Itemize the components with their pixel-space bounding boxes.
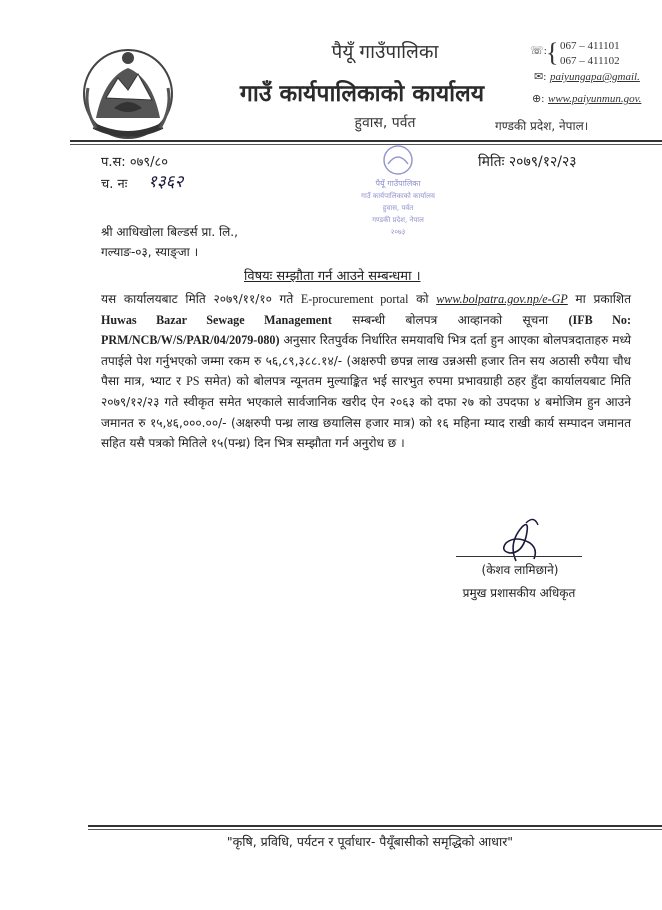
globe-icon: ⊕: [532,93,545,105]
signature-mark [486,513,556,565]
office-location: हुवास, पर्वत [354,115,416,131]
body-link[interactable]: www.bolpatra.gov.np/e-GP [436,292,568,306]
province-label: गण्डकी प्रदेश, नेपाल। [495,119,589,133]
letter-number: प.स: ०७९/८० [101,155,168,170]
brace-glyph: { [546,38,559,67]
nepal-emblem-icon [74,38,182,146]
project-name: Huwas Bazar Sewage Management [101,312,332,327]
footer-divider [88,825,662,827]
body-text: सम्बन्धी बोलपत्र आव्हानको सूचना [331,312,569,327]
email-address: paiyungapa@gmail. [550,71,640,83]
body-text: अनुसार रितपुर्वक निर्धारित समयावधि भित्र दर्ता हुन आएका बोलपत्रदाताहरु मध्ये तपाईले पेश गर्नुभएको जम्मा रकम रु ५६,८९,३८८.१४/- (अक्षरुपी छपन्न लाख उन्नअसी हजार तिन सय अठासी रुपैया चौध पैसा मात्र, भ्याट र [101,333,631,389]
body-portal: E-procurement portal [300,292,409,306]
municipality-name: पैयूँ गाउँपालिका [331,41,439,63]
footer-motto: "कृषि, प्रविधि, पर्यटन र पूर्वाधार- पैयूँबासीको समृद्धिको आधार" [226,834,514,849]
body-text: को [408,292,437,306]
body-text: मा प्रकाशित [567,292,631,306]
body-text: यस कार्यालयबाट मिति २०७९/११/१० गते [101,292,301,306]
website-address: www.paiyunmun.gov. [548,93,642,105]
stamp-line-2: गाउँ कार्यपालिकाको कार्यालय [361,192,435,200]
stamp-line-3: हुवास, पर्वत [382,204,414,212]
office-stamp [343,138,453,248]
letter-date: मितिः २०७९/१२/२३ [478,154,577,170]
signer-name: (केशव लामिछाने) [481,563,559,577]
subject-line: विषयः सम्झौता गर्न आउने सम्बन्धमा । [244,269,421,284]
letter-body [101,289,631,454]
office-name: गाउँ कार्यपालिकाको कार्यालय [239,81,485,107]
footer-divider-thin [88,829,662,830]
body-ps: PS [186,374,200,389]
email-icon: ✉: [534,71,547,83]
signature-line [456,556,582,557]
dispatch-number-handwritten: १३६२ [148,172,184,192]
body-text: समेत) को बोलपत्र न्यूनतम मुल्याङ्कित भई सारभुत रुपमा प्रभावग्राही ठहर हुँदा कार्यालयबाट मिति २०७९/१२/२३ गते स्वीकृत समेत भएकाले सार्वजानिक खरीद ऐन २०६३ को दफा २७ को उपदफा ४ बमोजिम हुन आउने जमानत रु १५,४६,०००.००/- (अक्षरुपी पन्ध्र लाख छयालिस हजार मात्र) को १६ महिना म्याद राखी कार्य सम्पादन जमानत सहित यसै पत्रको मितिले १५(पन्ध्र) दिन भित्र सम्झौता गर्न अनुरोध छ । [101,374,631,451]
phone-number-1: 067 – 411101 [560,40,620,52]
dispatch-number-label: च. नः [101,177,128,192]
phone-icon: ☏: [530,45,547,57]
stamp-line-4: गण्डकी प्रदेश, नेपाल [372,216,424,224]
addressee-name: श्री आधिखोला बिल्डर्स प्रा. लि., [101,225,238,239]
stamp-line-5: २०७३ [390,228,406,236]
ifb-number: (IFB No: PRM/NCB/W/S/PAR/04/2079-080) [101,312,631,348]
addressee-address: गल्याङ-०३, स्याङ्जा । [101,245,199,259]
signer-title: प्रमुख प्रशासकीय अधिकृत [462,586,576,600]
phone-number-2: 067 – 411102 [560,55,620,67]
stamp-line-1: पैयूँ गाउँपालिका [375,179,421,188]
